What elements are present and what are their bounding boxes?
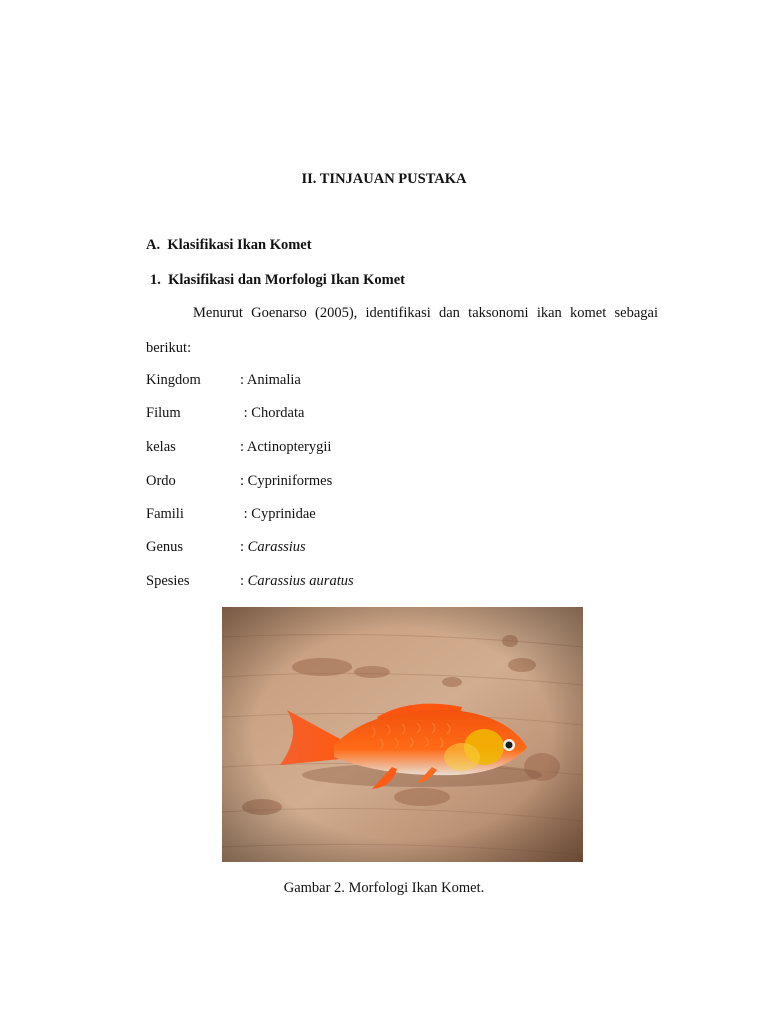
figure-caption: Gambar 2. Morfologi Ikan Komet. xyxy=(283,880,485,896)
section-1-heading xyxy=(150,271,405,289)
taxonomy-value-famili: : Cyprinidae xyxy=(240,506,316,522)
taxonomy-value-ordo: : Cypriniformes xyxy=(240,473,333,489)
taxonomy-species-name: Carassius auratus xyxy=(247,573,354,589)
taxonomy-value-kingdom: : Animalia xyxy=(240,372,301,388)
taxonomy-colon: : xyxy=(240,573,248,589)
paragraph-line-2: berikut: xyxy=(146,340,192,356)
taxonomy-value-spesies xyxy=(240,572,354,590)
section-1-title: Klasifikasi dan Morfologi Ikan Komet xyxy=(168,272,405,288)
paragraph-line-1: Menurut Goenarso (2005), identifikasi dan taksonomi ikan komet sebagai xyxy=(193,305,658,321)
taxonomy-value-filum: : Chordata xyxy=(240,405,305,421)
section-a-title: Klasifikasi Ikan Komet xyxy=(167,237,312,253)
taxonomy-value-kelas: : Actinopterygii xyxy=(240,439,332,455)
taxonomy-value-genus xyxy=(240,538,306,556)
taxonomy-label-spesies: Spesies xyxy=(146,573,190,589)
taxonomy-label-kelas: kelas xyxy=(146,439,176,455)
goldfish-photo xyxy=(222,607,583,862)
taxonomy-label-filum: Filum xyxy=(146,405,181,421)
taxonomy-colon: : xyxy=(240,539,248,555)
chapter-title: II. TINJAUAN PUSTAKA xyxy=(301,171,467,187)
section-a-marker: A. xyxy=(146,237,161,253)
taxonomy-label-kingdom: Kingdom xyxy=(146,372,201,388)
taxonomy-label-genus: Genus xyxy=(146,539,184,555)
taxonomy-genus-name: Carassius xyxy=(247,539,306,555)
section-1-marker: 1. xyxy=(150,272,161,288)
taxonomy-label-ordo: Ordo xyxy=(146,473,176,489)
section-a-heading xyxy=(146,236,312,254)
taxonomy-label-famili: Famili xyxy=(146,506,184,522)
